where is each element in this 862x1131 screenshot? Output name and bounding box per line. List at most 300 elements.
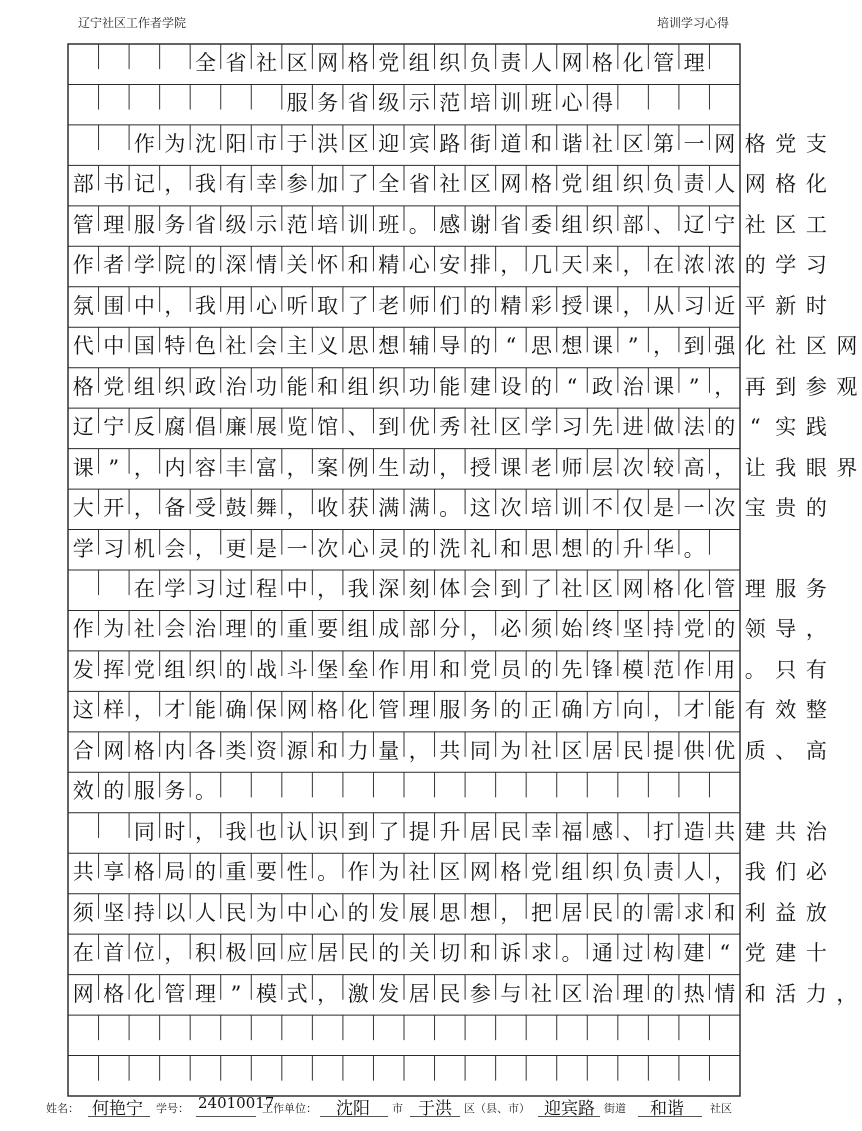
character: 负	[653, 172, 675, 197]
character: 们	[439, 293, 461, 318]
character: 模	[622, 657, 644, 682]
character: 力	[347, 738, 369, 763]
character: 组	[561, 212, 583, 237]
character: 认	[286, 819, 308, 844]
character: 听	[286, 293, 308, 318]
character: 围	[103, 293, 125, 318]
character: 政	[194, 374, 216, 399]
character: 化	[744, 334, 766, 359]
character: 幸	[530, 819, 552, 844]
character: 、	[653, 212, 675, 237]
character: 治	[225, 374, 247, 399]
character: 过	[225, 577, 247, 601]
character: 仅	[622, 496, 644, 521]
character: 不	[592, 496, 614, 521]
character: 辽	[683, 212, 705, 237]
character: 要	[256, 860, 278, 885]
character: 区	[286, 51, 308, 75]
character: 委	[530, 212, 552, 237]
character: 倡	[194, 415, 216, 440]
character: 想	[561, 536, 583, 561]
character: 洪	[317, 131, 339, 156]
character: 加	[317, 172, 339, 197]
character: 化	[622, 51, 644, 75]
character: 主	[286, 334, 308, 359]
character: 党	[378, 51, 400, 75]
character: ，	[500, 253, 522, 278]
character: 例	[347, 455, 369, 480]
character: ，	[317, 981, 339, 1006]
character: 的	[194, 860, 216, 885]
character: 领	[744, 617, 766, 642]
character: 浓	[714, 253, 736, 278]
character: 整	[805, 698, 827, 723]
character: 管	[164, 981, 186, 1006]
character: 须	[72, 900, 94, 925]
character: 服	[286, 91, 308, 116]
character: 网	[561, 51, 583, 75]
character: 于	[286, 131, 308, 156]
character: 的	[256, 617, 278, 642]
character: 礼	[469, 536, 491, 561]
character: 几	[530, 253, 552, 278]
character: 理	[103, 212, 125, 237]
character: 区	[592, 577, 614, 601]
character: ，	[805, 617, 827, 642]
character: 。	[317, 860, 339, 885]
character: 是	[256, 536, 278, 561]
character: 格	[317, 698, 339, 723]
character: 部	[622, 212, 644, 237]
character: 思	[347, 334, 369, 359]
district-value: 于洪	[418, 1099, 452, 1119]
character: 构	[653, 941, 675, 966]
character: 把	[530, 900, 552, 925]
character: 才	[164, 698, 186, 723]
character: 了	[378, 819, 400, 844]
character: 的	[469, 334, 491, 359]
character: 满	[378, 496, 400, 521]
character: “	[749, 415, 761, 440]
character: 负	[622, 860, 644, 885]
character: 的	[500, 698, 522, 723]
character: 到	[775, 374, 797, 399]
character: 时	[164, 819, 186, 844]
character: 发	[72, 657, 94, 682]
character: 和	[714, 900, 736, 925]
character: ”	[688, 374, 700, 399]
character: 居	[469, 819, 491, 844]
character: 网	[744, 172, 766, 197]
character: 社	[561, 577, 583, 601]
character: 格	[592, 51, 614, 75]
character: 内	[164, 738, 186, 763]
character: 受	[194, 496, 216, 521]
character: 的	[653, 981, 675, 1006]
street-underline	[538, 1116, 600, 1117]
character: 治	[592, 981, 614, 1006]
character: 确	[561, 698, 583, 723]
header-school-name: 辽宁社区工作者学院	[78, 16, 187, 30]
character: 我	[347, 577, 369, 601]
character: 到	[378, 415, 400, 440]
character: 理	[683, 51, 705, 75]
character: 理	[194, 981, 216, 1006]
character: 院	[164, 253, 186, 278]
character: 老	[378, 293, 400, 318]
character: ，	[500, 900, 522, 925]
character: 省	[194, 212, 216, 237]
character: 织	[194, 657, 216, 682]
character: 想	[378, 334, 400, 359]
character: 一	[683, 131, 705, 156]
character: 格	[133, 860, 155, 885]
character: 市	[256, 131, 278, 156]
character: 思	[439, 900, 461, 925]
character: 习	[561, 415, 583, 440]
character: 十	[805, 941, 827, 966]
character: 通	[592, 941, 614, 966]
character: 高	[805, 738, 827, 763]
character: 居	[408, 981, 430, 1006]
character: 为	[500, 738, 522, 763]
character: “	[719, 941, 731, 966]
character: 安	[439, 253, 461, 278]
character: 社	[469, 415, 491, 440]
character: 的	[103, 779, 125, 804]
character: 支	[805, 131, 827, 156]
character: 代	[72, 334, 94, 359]
character: 我	[775, 455, 797, 480]
character: 网	[836, 334, 858, 359]
character: 区	[561, 738, 583, 763]
character: 类	[225, 738, 247, 763]
character: 发	[378, 900, 400, 925]
character: 情	[714, 981, 736, 1006]
character: 织	[592, 212, 614, 237]
character: 我	[194, 172, 216, 197]
character: 局	[164, 860, 186, 885]
character: 富	[256, 455, 278, 480]
character: 案	[317, 455, 339, 480]
character: 优	[408, 415, 430, 440]
character: 和	[347, 253, 369, 278]
character: 打	[653, 819, 675, 844]
character: 参	[805, 374, 827, 399]
student-id-label: 学号：	[156, 1102, 189, 1115]
character: 示	[256, 212, 278, 237]
character: 情	[256, 253, 278, 278]
character: 识	[317, 819, 339, 844]
character: 者	[103, 253, 125, 278]
character: 持	[653, 617, 675, 642]
character: 必	[805, 860, 827, 885]
character: ，	[164, 293, 186, 318]
character: 培	[317, 212, 339, 237]
character: 坚	[622, 617, 644, 642]
character: 升	[439, 819, 461, 844]
character: 组	[561, 860, 583, 885]
character: 责	[653, 860, 675, 885]
character: 利	[744, 900, 766, 925]
character: 辅	[408, 334, 430, 359]
character: 的	[225, 657, 247, 682]
grid-lines	[68, 44, 740, 1096]
character: 内	[164, 455, 186, 480]
character: 党	[744, 941, 766, 966]
character: 贵	[775, 496, 797, 521]
character: 重	[286, 617, 308, 642]
character: ，	[653, 698, 675, 723]
character: 更	[225, 536, 247, 561]
character: 展	[408, 900, 430, 925]
character: 须	[530, 617, 552, 642]
character: 路	[439, 131, 461, 156]
character: 精	[500, 293, 522, 318]
character: 用	[225, 293, 247, 318]
character: 人	[714, 172, 736, 197]
character: 战	[256, 657, 278, 682]
character: 质	[744, 738, 766, 763]
character: 效	[72, 779, 94, 804]
character: 格	[72, 374, 94, 399]
name-label: 姓名：	[46, 1102, 79, 1115]
character: 了	[347, 293, 369, 318]
character: 责	[683, 172, 705, 197]
character: 建	[775, 941, 797, 966]
character: 、	[347, 415, 369, 440]
character: 格	[530, 172, 552, 197]
character: 管	[72, 212, 94, 237]
character: 这	[72, 698, 94, 723]
character: 重	[225, 860, 247, 885]
character: 课	[592, 334, 614, 359]
character: ，	[714, 455, 736, 480]
character: 垒	[347, 657, 369, 682]
character: 践	[805, 415, 827, 440]
character: 理	[408, 698, 430, 723]
character: 福	[561, 819, 583, 844]
character: 动	[408, 455, 430, 480]
character: 组	[164, 657, 186, 682]
character: 组	[347, 617, 369, 642]
character: 织	[439, 51, 461, 75]
character: 舞	[256, 496, 278, 521]
character: 。	[561, 941, 583, 966]
character: 眼	[805, 455, 827, 480]
street-value: 迎宾路	[544, 1099, 595, 1119]
character: 省	[500, 212, 522, 237]
character: 中	[286, 900, 308, 925]
character: 的	[530, 657, 552, 682]
character: 沈	[194, 131, 216, 156]
character: 怀	[317, 253, 339, 278]
character: 层	[592, 455, 614, 480]
character: “	[566, 374, 578, 399]
character: 心	[256, 293, 278, 318]
character: 管	[714, 577, 736, 601]
character: 深	[225, 253, 247, 278]
character: 谐	[561, 131, 583, 156]
character: 和	[530, 131, 552, 156]
district-underline	[410, 1116, 460, 1117]
character: 坚	[103, 900, 125, 925]
character: 体	[439, 577, 461, 601]
character: ，	[714, 860, 736, 885]
character: 务	[469, 698, 491, 723]
character: 作	[72, 617, 94, 642]
character: 和	[469, 941, 491, 966]
character: 切	[439, 941, 461, 966]
character: 习	[103, 536, 125, 561]
character: 功	[256, 374, 278, 399]
character: 训	[561, 496, 583, 521]
character: 建	[744, 819, 766, 844]
character: 性	[286, 860, 308, 885]
character: 省	[408, 172, 430, 197]
character: 网	[286, 698, 308, 723]
character: 了	[530, 577, 552, 601]
character: 同	[469, 738, 491, 763]
character: 网	[103, 738, 125, 763]
character: 收	[317, 496, 339, 521]
character: 享	[103, 860, 125, 885]
character: 次	[500, 496, 522, 521]
character: ，	[622, 253, 644, 278]
character: 和	[439, 657, 461, 682]
character: 反	[133, 415, 155, 440]
community-value: 和谐	[650, 1099, 684, 1119]
manuscript-grid-sheet	[68, 44, 858, 1096]
character: 区	[805, 334, 827, 359]
character: 我	[744, 860, 766, 885]
character: 们	[775, 860, 797, 885]
character: 高	[683, 455, 705, 480]
character: 在	[72, 941, 94, 966]
character: 班	[378, 212, 400, 237]
character: 积	[194, 941, 216, 966]
character: 组	[133, 374, 155, 399]
character: 员	[500, 657, 522, 682]
character: 有	[225, 172, 247, 197]
character: 管	[653, 51, 675, 75]
character: 诉	[500, 941, 522, 966]
character: 社	[256, 51, 278, 75]
character: 求	[683, 900, 705, 925]
character: 网	[317, 51, 339, 75]
character: 资	[256, 738, 278, 763]
character: 居	[592, 738, 614, 763]
character: 示	[408, 91, 430, 116]
character: 网	[622, 577, 644, 601]
character: 活	[775, 981, 797, 1006]
character: 和	[317, 738, 339, 763]
character: 全	[194, 51, 216, 75]
character: 和	[500, 536, 522, 561]
character: 织	[592, 860, 614, 885]
character: 。	[439, 496, 461, 521]
character: 保	[256, 698, 278, 723]
character: 宝	[744, 496, 766, 521]
character: 居	[561, 900, 583, 925]
character: 灵	[378, 536, 400, 561]
character: 训	[347, 212, 369, 237]
character: 街	[469, 131, 491, 156]
character: 再	[744, 374, 766, 399]
character: 近	[714, 293, 736, 318]
character: 组	[347, 374, 369, 399]
character: 各	[194, 738, 216, 763]
character: 方	[592, 698, 614, 723]
character: 社	[592, 131, 614, 156]
character: 实	[775, 415, 797, 440]
character: 师	[408, 293, 430, 318]
character: 网	[72, 981, 94, 1006]
character: 大	[72, 496, 94, 521]
character: ，	[469, 617, 491, 642]
character: 合	[72, 738, 94, 763]
character: 中	[286, 577, 308, 601]
character: 课	[72, 455, 94, 480]
character: 感	[592, 819, 614, 844]
character: 学	[164, 577, 186, 601]
character: 展	[256, 415, 278, 440]
character: 责	[500, 51, 522, 75]
character: 迎	[378, 131, 400, 156]
character: ，	[653, 334, 675, 359]
character: 有	[744, 698, 766, 723]
character: 谢	[469, 212, 491, 237]
name-underline	[88, 1116, 150, 1117]
character: 心	[317, 900, 339, 925]
character: 党	[775, 131, 797, 156]
character: 社	[530, 981, 552, 1006]
character: 腐	[164, 415, 186, 440]
character: 省	[347, 91, 369, 116]
character: 能	[286, 374, 308, 399]
character: 治	[622, 374, 644, 399]
character: 居	[317, 941, 339, 966]
student-id-value: 24010017	[198, 1094, 275, 1112]
character: 分	[439, 617, 461, 642]
character: 强	[714, 334, 736, 359]
character: 观	[836, 374, 858, 399]
character: 这	[469, 496, 491, 521]
character: 治	[805, 819, 827, 844]
character: 心	[347, 536, 369, 561]
character: 区	[775, 212, 797, 237]
character: 了	[347, 172, 369, 197]
character: 区	[561, 981, 583, 1006]
character: 是	[653, 496, 675, 521]
character: 到	[683, 334, 705, 359]
character: “	[505, 334, 517, 359]
character: 道	[500, 131, 522, 156]
character: 氛	[72, 293, 94, 318]
character: 习	[683, 293, 705, 318]
character: 政	[592, 374, 614, 399]
character: 建	[683, 941, 705, 966]
character: 中	[133, 293, 155, 318]
character: 服	[133, 212, 155, 237]
character: 斗	[286, 657, 308, 682]
character: 做	[653, 415, 675, 440]
character: 建	[469, 374, 491, 399]
character: 较	[653, 455, 675, 480]
character: 先	[561, 657, 583, 682]
character: 网	[714, 131, 736, 156]
character: 格	[103, 981, 125, 1006]
